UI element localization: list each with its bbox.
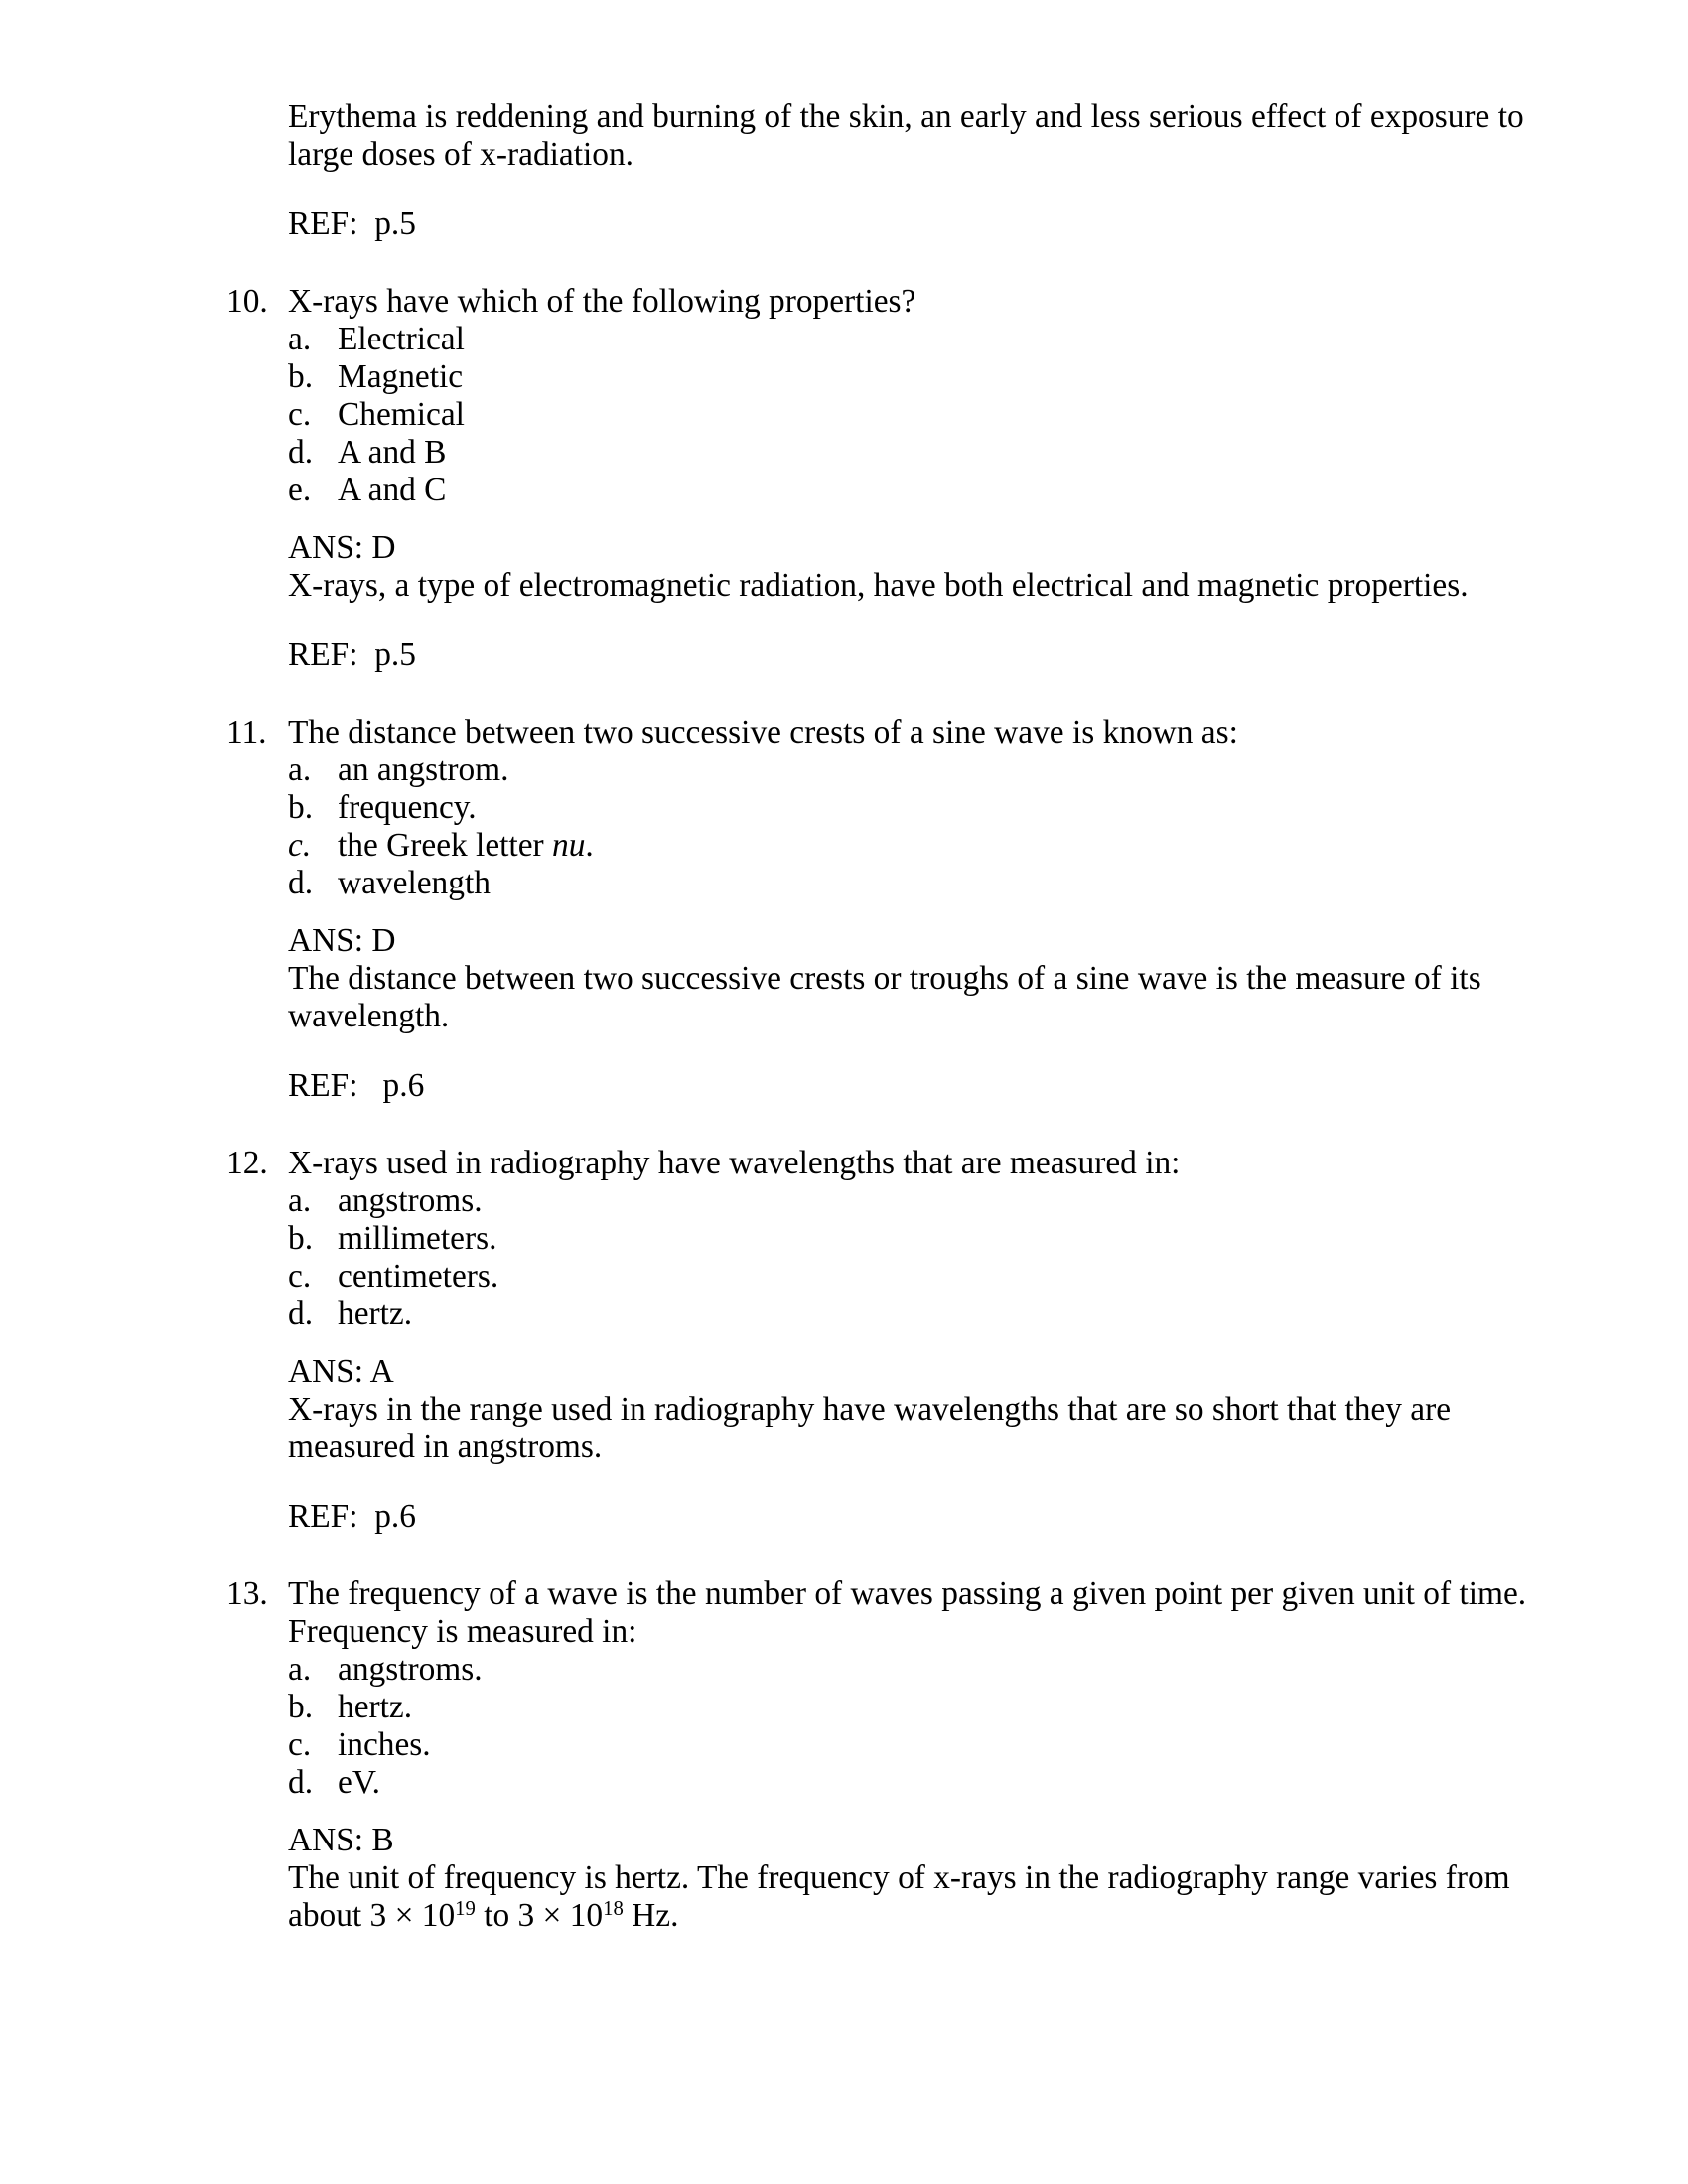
option-item bbox=[288, 1258, 1539, 1296]
option-text: eV. bbox=[338, 1764, 380, 1801]
question-line bbox=[226, 714, 1539, 751]
option-text: A and B bbox=[338, 434, 447, 471]
option-text: centimeters. bbox=[338, 1258, 499, 1295]
question-block-13 bbox=[226, 1575, 1539, 1935]
option-letter: c. bbox=[288, 1258, 312, 1295]
option-letter: d. bbox=[288, 1764, 314, 1801]
option-letter: b. bbox=[288, 1689, 314, 1725]
option-letter: d. bbox=[288, 865, 314, 901]
option-letter: b. bbox=[288, 358, 314, 395]
option-text: millimeters. bbox=[338, 1220, 497, 1257]
option-item bbox=[288, 472, 1539, 509]
option-text: Chemical bbox=[338, 396, 465, 433]
question-text: X-rays have which of the following properties? bbox=[288, 283, 916, 320]
option-letter: c. bbox=[288, 1726, 312, 1763]
option-letter: a. bbox=[288, 1182, 312, 1219]
question-number: 12. bbox=[226, 1145, 268, 1181]
option-text: hertz. bbox=[338, 1689, 413, 1725]
ref-line: REF: p.6 bbox=[288, 1067, 425, 1104]
question-text: The distance between two successive crests of a sine wave is known as: bbox=[288, 714, 1238, 751]
option-text: hertz. bbox=[338, 1296, 413, 1332]
option-text: angstroms. bbox=[338, 1651, 483, 1688]
option-item bbox=[288, 321, 1539, 358]
option-letter: d. bbox=[288, 434, 314, 471]
answer-explanation: X-rays, a type of electromagnetic radiation, have both electrical and magnetic properties. bbox=[288, 567, 1469, 604]
option-item bbox=[288, 1220, 1539, 1258]
option-text: an angstrom. bbox=[338, 751, 509, 788]
option-text: Electrical bbox=[338, 321, 465, 357]
question-block-11 bbox=[226, 714, 1539, 1105]
option-item bbox=[288, 1296, 1539, 1333]
option-item bbox=[288, 865, 1539, 902]
option-letter: c. bbox=[288, 827, 312, 864]
answer-explanation: The unit of frequency is hertz. The frequency of x-rays in the radiography range varies from about $3 \times 10^{19}$ to $3 \times 10^{18}$ Hz. bbox=[288, 1859, 1510, 1934]
option-text: A and C bbox=[338, 472, 447, 508]
option-text: angstroms. bbox=[338, 1182, 483, 1219]
answer-explanation: The distance between two successive crests or troughs of a sine wave is the measure of its wavelength. bbox=[288, 960, 1481, 1034]
question-number: 11. bbox=[226, 714, 267, 751]
option-item bbox=[288, 751, 1539, 789]
option-letter: a. bbox=[288, 751, 312, 788]
option-item bbox=[288, 1764, 1539, 1802]
option-item bbox=[288, 1726, 1539, 1764]
superscript-exponent: 18 bbox=[603, 1897, 624, 1920]
superscript-exponent: 19 bbox=[455, 1897, 476, 1920]
italic-term: nu bbox=[552, 827, 586, 864]
option-letter: a. bbox=[288, 321, 312, 357]
option-item bbox=[288, 1182, 1539, 1220]
option-text: the Greek letter nu. bbox=[338, 827, 594, 864]
ref-line: REF: p.5 bbox=[288, 636, 416, 673]
question-block-12 bbox=[226, 1145, 1539, 1536]
answer-line: ANS: D bbox=[288, 922, 396, 959]
option-item bbox=[288, 827, 1539, 865]
answer-line: ANS: A bbox=[288, 1353, 394, 1390]
question-line bbox=[226, 1145, 1539, 1182]
option-text: inches. bbox=[338, 1726, 431, 1763]
option-text: Magnetic bbox=[338, 358, 464, 395]
option-text: frequency. bbox=[338, 789, 477, 826]
answer-explanation: Erythema is reddening and burning of the skin, an early and less serious effect of exposure to large doses of x-radiation. bbox=[288, 98, 1524, 173]
option-item bbox=[288, 396, 1539, 434]
option-item bbox=[288, 358, 1539, 396]
question-line bbox=[226, 1575, 1539, 1651]
option-letter: c. bbox=[288, 396, 312, 433]
answer-explanation: X-rays in the range used in radiography have wavelengths that are so short that they are measured in angstroms. bbox=[288, 1391, 1452, 1465]
option-item bbox=[288, 789, 1539, 827]
answer-line: ANS: D bbox=[288, 529, 396, 566]
question-number: 13. bbox=[226, 1575, 268, 1612]
option-letter: a. bbox=[288, 1651, 312, 1688]
option-text: wavelength bbox=[338, 865, 491, 901]
option-item bbox=[288, 1651, 1539, 1689]
ref-line: REF: p.5 bbox=[288, 205, 416, 242]
question-line bbox=[226, 283, 1539, 321]
ref-line: REF: p.6 bbox=[288, 1498, 416, 1535]
option-letter: b. bbox=[288, 789, 314, 826]
question-number: 10. bbox=[226, 283, 268, 320]
question-text: The frequency of a wave is the number of waves passing a given point per given unit of time. Frequency is measured in: bbox=[288, 1575, 1527, 1650]
option-letter: d. bbox=[288, 1296, 314, 1332]
question-block-10 bbox=[226, 283, 1539, 674]
option-letter: e. bbox=[288, 472, 312, 508]
question-text: X-rays used in radiography have wavelengths that are measured in: bbox=[288, 1145, 1181, 1181]
option-letter: b. bbox=[288, 1220, 314, 1257]
option-item bbox=[288, 434, 1539, 472]
option-item bbox=[288, 1689, 1539, 1726]
answer-line: ANS: B bbox=[288, 1822, 394, 1858]
